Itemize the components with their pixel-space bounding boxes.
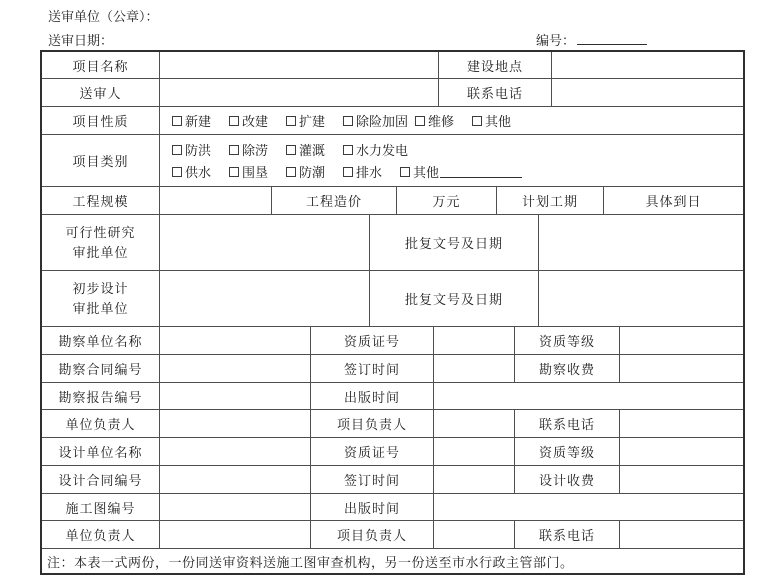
table-row <box>42 135 743 187</box>
submitter-value[interactable] <box>160 79 439 106</box>
project-nature-label <box>42 107 160 134</box>
checkbox-icon[interactable] <box>286 167 296 177</box>
design-unit-head-label <box>42 521 160 548</box>
table-row <box>42 466 743 494</box>
cell-text: 出版时间 <box>343 389 400 405</box>
submitter-label <box>42 79 160 106</box>
cell-text: 计划工期 <box>521 194 578 209</box>
drawing-publish-time-value[interactable] <box>434 494 743 520</box>
survey-unit-head-label <box>42 410 160 437</box>
table-row <box>42 549 743 573</box>
cell-text: 勘察单位名称 <box>58 334 143 349</box>
survey-contract-no-label <box>42 355 160 382</box>
checkbox-label: 排水 <box>356 165 383 180</box>
project-scale-value[interactable] <box>160 187 272 214</box>
checkbox-icon[interactable] <box>400 167 410 177</box>
table-row <box>42 410 743 438</box>
checkbox-label: 水力发电 <box>356 143 409 158</box>
checkbox-icon[interactable] <box>415 116 425 126</box>
cell-text: 批复文号及日期 <box>404 236 503 251</box>
design-qualification-grade-value[interactable] <box>620 438 743 465</box>
survey-publish-time-label <box>311 383 434 409</box>
cell-text: 勘察合同编号 <box>58 362 143 377</box>
checkbox-icon[interactable] <box>172 116 182 126</box>
cell-text: 工程造价 <box>305 194 362 209</box>
checkbox-option[interactable] <box>343 111 408 130</box>
contact-phone-label <box>439 79 552 106</box>
design-contact-phone-value[interactable] <box>620 521 743 548</box>
checkbox-icon[interactable] <box>472 116 482 126</box>
checkbox-label: 防洪 <box>185 143 212 158</box>
cell-text: 设计单位名称 <box>58 445 143 460</box>
cell-text: 资质证号 <box>343 445 400 460</box>
survey-unit-name-label <box>42 327 160 354</box>
cell-text: 施工图编号 <box>65 500 136 516</box>
cell-text: 注：本表一式两份，一份同送审资料送施工图审查机构，另一份送至市水行政主管部门。 <box>47 554 574 570</box>
design-qualification-cert-label <box>311 438 434 465</box>
project-nature-options <box>160 107 743 134</box>
checkbox-option[interactable] <box>472 111 522 130</box>
checkbox-option[interactable] <box>229 140 279 159</box>
cell-text: 建设地点 <box>466 58 523 74</box>
checkbox-line <box>172 110 529 132</box>
cell-text: 初步设计 <box>72 280 129 296</box>
checkbox-option[interactable] <box>286 111 336 130</box>
checkbox-option[interactable] <box>343 140 408 159</box>
checkbox-option[interactable] <box>286 140 336 159</box>
cell-text: 出版时间 <box>343 500 400 516</box>
feasibility-approval-doc-no-date-value[interactable] <box>539 215 743 270</box>
checkbox-option[interactable] <box>286 162 336 181</box>
survey-fee-value[interactable] <box>620 355 743 382</box>
cell-text: 勘察收费 <box>538 362 595 377</box>
cell-text: 联系电话 <box>466 86 523 101</box>
checkbox-label: 除险加固 <box>356 114 409 129</box>
checkbox-label: 新建 <box>185 114 212 129</box>
design-qualification-cert-value[interactable] <box>434 438 515 465</box>
form-table <box>40 50 745 575</box>
checkbox-option[interactable] <box>172 140 222 159</box>
design-sign-time-label <box>311 466 434 493</box>
cell-text: 送审人 <box>79 86 122 101</box>
checkbox-option[interactable] <box>229 162 279 181</box>
survey-fee-label <box>515 355 620 382</box>
checkbox-option[interactable] <box>400 162 522 181</box>
table-row <box>42 215 743 271</box>
checkbox-option[interactable] <box>229 111 279 130</box>
survey-contact-phone-value[interactable] <box>620 410 743 437</box>
table-row <box>42 79 743 107</box>
checkbox-label: 除涝 <box>242 143 269 158</box>
cell-text: 联系电话 <box>538 417 595 432</box>
blank-underline[interactable] <box>440 165 522 178</box>
cell-text: 勘察报告编号 <box>58 389 143 405</box>
checkbox-label: 灌溉 <box>299 143 326 158</box>
survey-sign-time-value[interactable] <box>434 355 515 382</box>
checkbox-label: 其他 <box>485 114 512 129</box>
checkbox-option[interactable] <box>415 111 465 130</box>
survey-report-no-label <box>42 383 160 409</box>
design-unit-head-value[interactable] <box>160 521 311 548</box>
design-unit-name-value[interactable] <box>160 438 311 465</box>
table-row <box>42 383 743 410</box>
checkbox-icon[interactable] <box>229 167 239 177</box>
survey-report-no-value[interactable] <box>160 383 311 409</box>
feasibility-study-approval-unit-label <box>42 215 160 270</box>
checkbox-label: 防潮 <box>299 165 326 180</box>
design-unit-name-label <box>42 438 160 465</box>
checkbox-icon[interactable] <box>343 116 353 126</box>
cell-text: 批复文号及日期 <box>404 292 503 307</box>
design-contract-no-label <box>42 466 160 493</box>
table-row <box>42 107 743 135</box>
cell-text: 设计合同编号 <box>58 473 143 488</box>
survey-unit-name-value[interactable] <box>160 327 311 354</box>
checkbox-option[interactable] <box>172 162 222 181</box>
cell-text: 工程规模 <box>72 194 129 209</box>
design-project-head-value[interactable] <box>434 521 515 548</box>
table-row <box>42 438 743 466</box>
cell-text: 项目负责人 <box>336 528 407 543</box>
design-project-head-label <box>311 521 434 548</box>
checkbox-label: 供水 <box>185 165 212 180</box>
design-sign-time-value[interactable] <box>434 466 515 493</box>
cell-text: 设计收费 <box>538 473 595 488</box>
cell-text: 审批单位 <box>72 300 129 316</box>
survey-project-head-value[interactable] <box>434 410 515 437</box>
project-cost-label <box>272 187 397 214</box>
cell-text: 项目性质 <box>72 114 129 129</box>
survey-contact-phone-label <box>515 410 620 437</box>
planned-duration-label <box>497 187 604 214</box>
contact-phone-value[interactable] <box>552 79 743 106</box>
project-cost-unit-cell[interactable] <box>397 187 497 214</box>
preliminary-approval-doc-no-date-label <box>370 271 539 326</box>
form-number-label: 编号： <box>536 33 576 48</box>
form-number <box>536 30 647 49</box>
survey-contract-no-value[interactable] <box>160 355 311 382</box>
cell-text: 单位负责人 <box>65 528 136 543</box>
cell-text: 项目名称 <box>72 58 129 74</box>
survey-unit-head-value[interactable] <box>160 410 311 437</box>
design-contact-phone-label <box>515 521 620 548</box>
checkbox-label: 围垦 <box>242 165 269 180</box>
construction-drawing-no-label <box>42 494 160 520</box>
unit-seal-label: 送审单位（公章）： <box>48 9 159 24</box>
table-row <box>42 494 743 521</box>
checkbox-icon[interactable] <box>343 167 353 177</box>
project-category-label <box>42 135 160 186</box>
planned-duration-value[interactable] <box>604 187 743 214</box>
survey-qualification-cert-value[interactable] <box>434 327 515 354</box>
checkbox-icon[interactable] <box>286 145 296 155</box>
survey-qualification-grade-label <box>515 327 620 354</box>
design-fee-label <box>515 466 620 493</box>
checkbox-line <box>172 139 415 161</box>
project-name-value[interactable] <box>160 52 439 78</box>
checkbox-icon[interactable] <box>343 145 353 155</box>
cell-text: 万元 <box>432 194 461 209</box>
table-row <box>42 271 743 327</box>
checkbox-icon[interactable] <box>172 167 182 177</box>
cell-text: 可行性研究 <box>65 224 136 240</box>
submit-date-label: 送审日期： <box>48 33 114 48</box>
cell-text: 具体到日 <box>645 194 702 209</box>
cell-text: 资质等级 <box>538 445 595 460</box>
project-scale-label <box>42 187 160 214</box>
checkbox-icon[interactable] <box>229 145 239 155</box>
survey-sign-time-label <box>311 355 434 382</box>
cell-text: 签订时间 <box>343 362 400 377</box>
checkbox-label: 改建 <box>242 114 269 129</box>
form-number-blank[interactable] <box>577 32 647 45</box>
preliminary-design-approval-unit-label <box>42 271 160 326</box>
preliminary-approval-doc-no-date-value[interactable] <box>539 271 743 326</box>
table-row <box>42 187 743 215</box>
cell-text: 资质证号 <box>343 334 400 349</box>
survey-qualification-grade-value[interactable] <box>620 327 743 354</box>
checkbox-label: 维修 <box>428 114 455 129</box>
survey-qualification-cert-label <box>311 327 434 354</box>
checkbox-option[interactable] <box>343 162 393 181</box>
preliminary-design-approval-unit-value[interactable] <box>160 271 370 326</box>
cell-text: 单位负责人 <box>65 417 136 432</box>
checkbox-line <box>172 161 529 183</box>
footer-note <box>42 549 743 573</box>
construction-site-label <box>439 52 552 78</box>
checkbox-label: 其他 <box>413 165 440 180</box>
design-qualification-grade-label <box>515 438 620 465</box>
table-row <box>42 327 743 355</box>
drawing-publish-time-label <box>311 494 434 520</box>
design-contract-no-value[interactable] <box>160 466 311 493</box>
construction-drawing-no-value[interactable] <box>160 494 311 520</box>
table-row <box>42 521 743 549</box>
cell-text: 审批单位 <box>72 244 129 260</box>
survey-project-head-label <box>311 410 434 437</box>
checkbox-icon[interactable] <box>286 116 296 126</box>
table-row <box>42 355 743 383</box>
project-name-label <box>42 52 160 78</box>
table-row <box>42 52 743 79</box>
cell-text: 项目负责人 <box>336 417 407 432</box>
feasibility-approval-doc-no-date-label <box>370 215 539 270</box>
project-category-options <box>160 135 743 186</box>
cell-text: 联系电话 <box>538 528 595 543</box>
cell-text: 资质等级 <box>538 334 595 349</box>
feasibility-study-approval-unit-value[interactable] <box>160 215 370 270</box>
design-fee-value[interactable] <box>620 466 743 493</box>
cell-text: 签订时间 <box>343 473 400 488</box>
survey-publish-time-value[interactable] <box>434 383 743 409</box>
cell-text: 项目类别 <box>72 154 129 169</box>
checkbox-label: 扩建 <box>299 114 326 129</box>
checkbox-icon[interactable] <box>229 116 239 126</box>
checkbox-option[interactable] <box>172 111 222 130</box>
checkbox-icon[interactable] <box>172 145 182 155</box>
construction-site-value[interactable] <box>552 52 743 78</box>
